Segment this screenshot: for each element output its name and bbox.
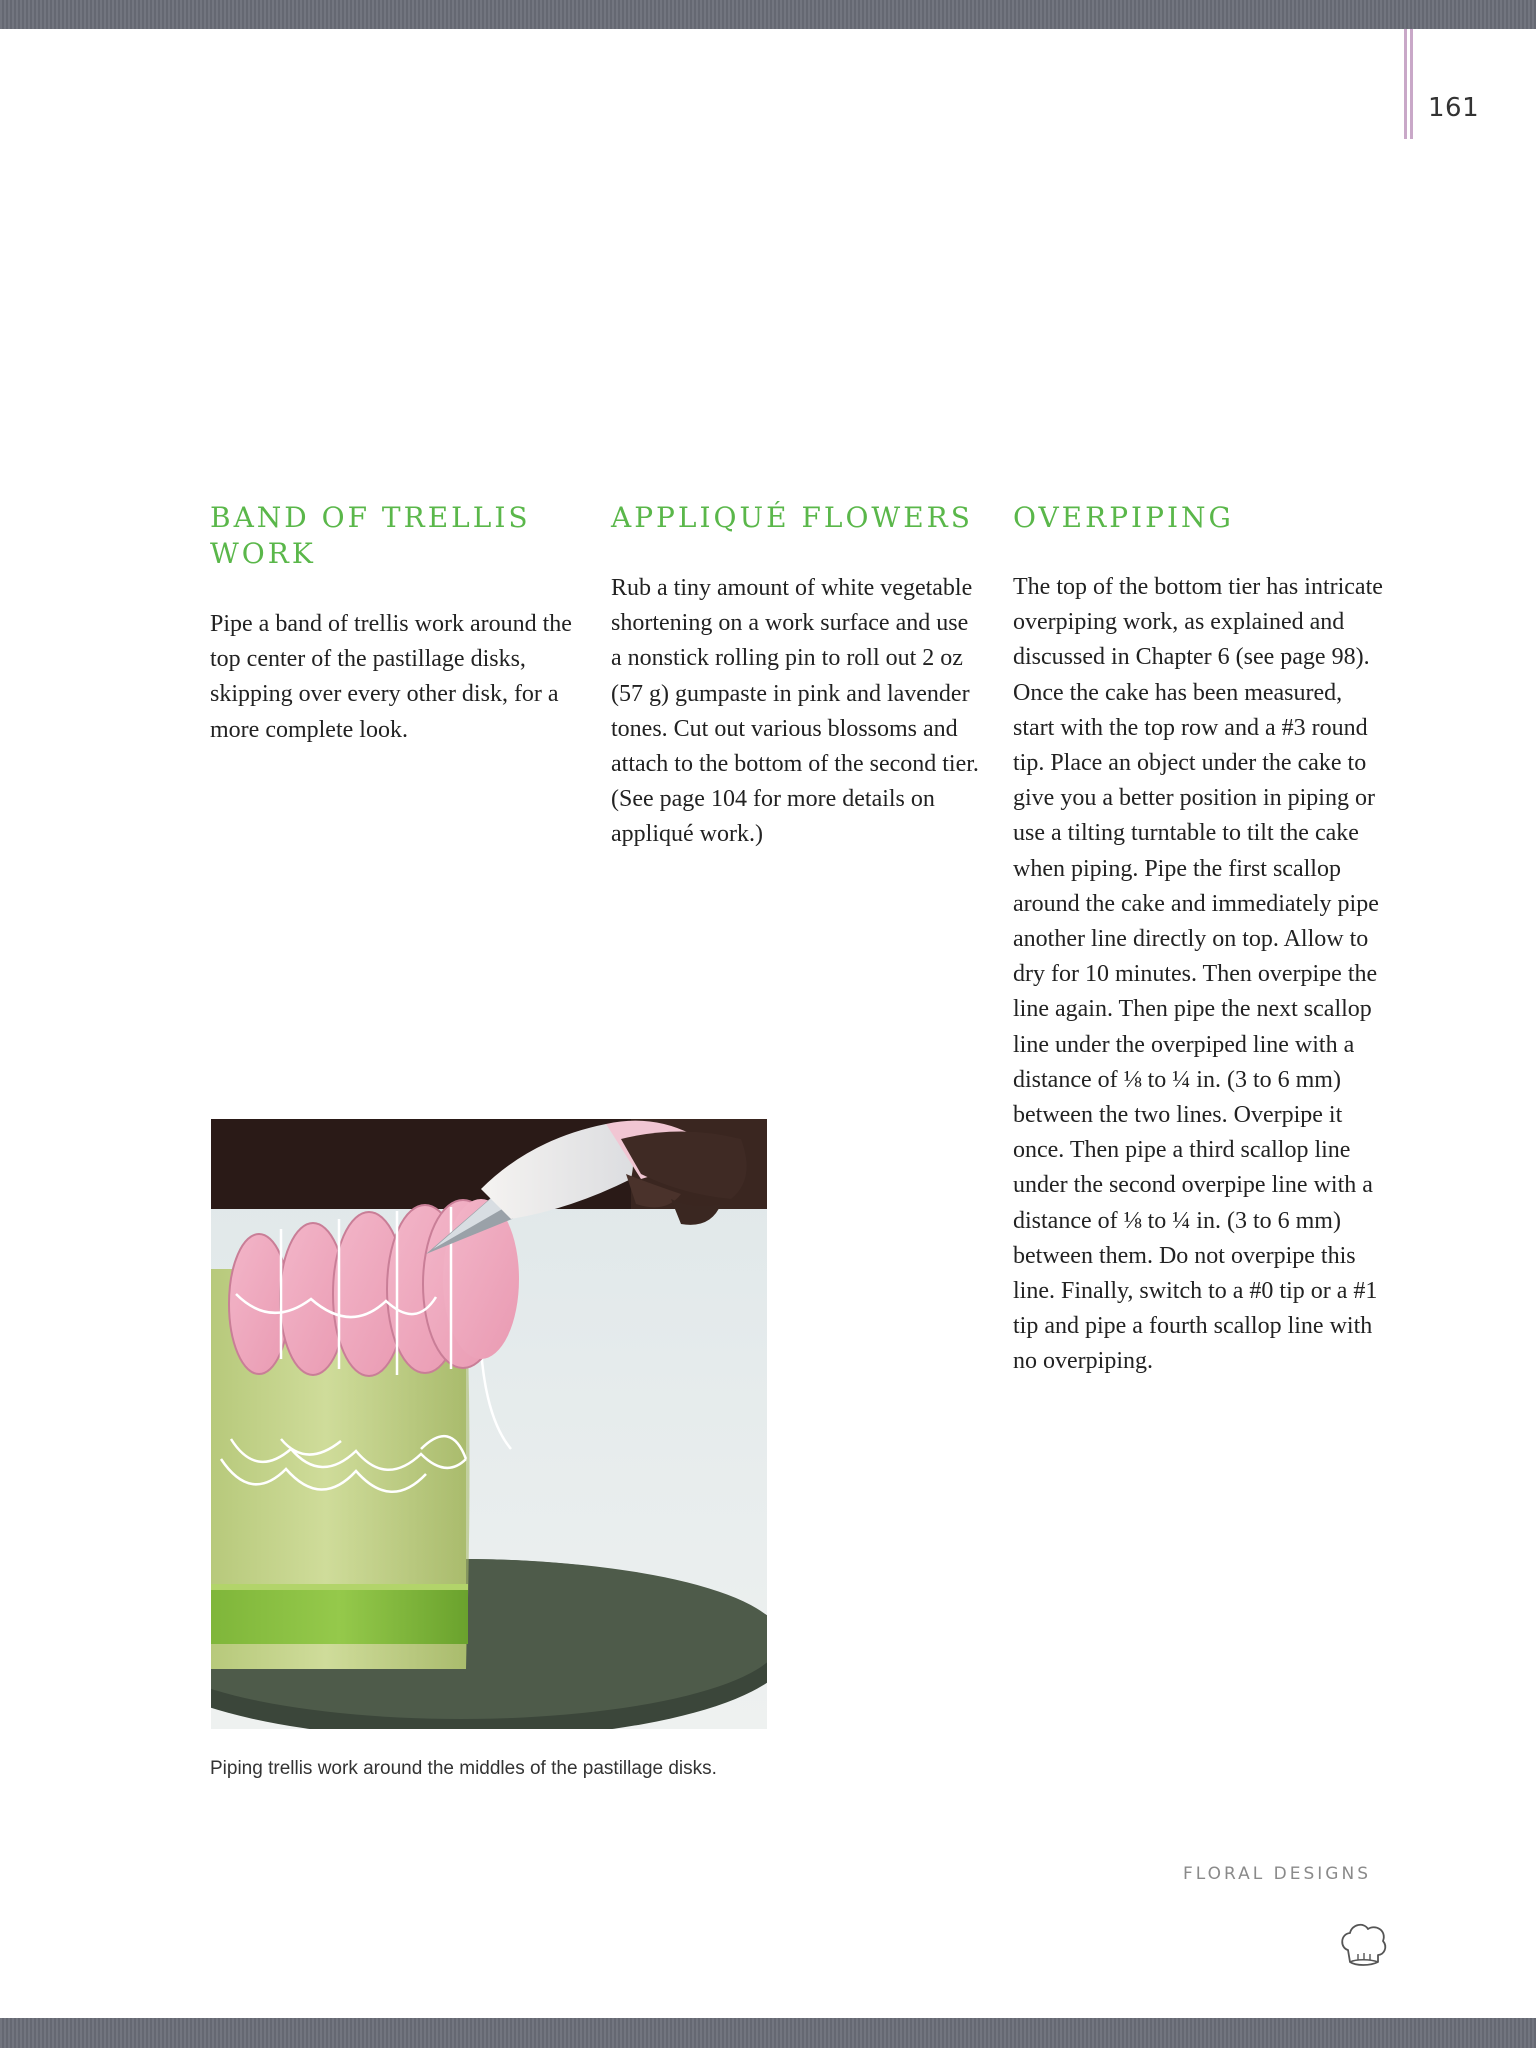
heading-overpiping: OVERPIPING: [1013, 501, 1234, 534]
heading-trellis-work: BAND OF TRELLIS WORK: [210, 501, 531, 570]
body-applique-flowers: Rub a tiny amount of white vegetable shortening on a work surface and use a nonstick rolling pin to roll out 2 oz (57 g) gumpaste in pink and lavender tones. Cut out various blossoms and attach to the bottom of the second tier. (See page 104 for more details on appliqué work.): [611, 575, 979, 848]
page-rule: [1410, 29, 1413, 139]
section-label: FLORAL DESIGNS: [1183, 1864, 1371, 1884]
column-applique: [611, 500, 981, 853]
heading-applique-flowers: APPLIQUÉ FLOWERS: [611, 501, 973, 534]
bottom-border-bar: [0, 2018, 1536, 2048]
cake-photo: [211, 1119, 767, 1729]
top-border-bar: [0, 0, 1536, 29]
column-trellis: [210, 500, 580, 748]
body-overpiping: The top of the bottom tier has intricate overpiping work, as explained and discussed in Chapter 6 (see page 98). Once the cake has been measured, start with the top row and a #3 round tip. Place an object under the cake to give you a better position in piping or use a tilting turntable to tilt the cake when piping. Pipe the first scallop around the cake and immediately pipe another line directly on top. Allow to dry for 10 minutes. Then overpipe the line again. Then pipe the next scallop line under the overpiped line with a distance of ⅛ to ¼ in. (3 to 6 mm) between the two lines. Overpipe it once. Then pipe a third scallop line under the second overpipe line with a distance of ⅛ to ¼ in. (3 to 6 mm) between them. Do not overpipe this line. Finally, switch to a #0 tip or a #1 tip and pipe a fourth scallop line with no overpiping.: [1013, 574, 1383, 1375]
page-rule: [1404, 29, 1407, 139]
column-overpiping: [1013, 500, 1383, 1380]
page-number: 161: [1428, 93, 1480, 123]
body-trellis-work: Pipe a band of trellis work around the top center of the pastillage disks, skipping over every other disk, for a more complete look.: [210, 611, 572, 743]
chef-hat-icon: [1338, 1920, 1390, 1972]
figure-caption: Piping trellis work around the middles of the pastillage disks.: [210, 1758, 717, 1779]
